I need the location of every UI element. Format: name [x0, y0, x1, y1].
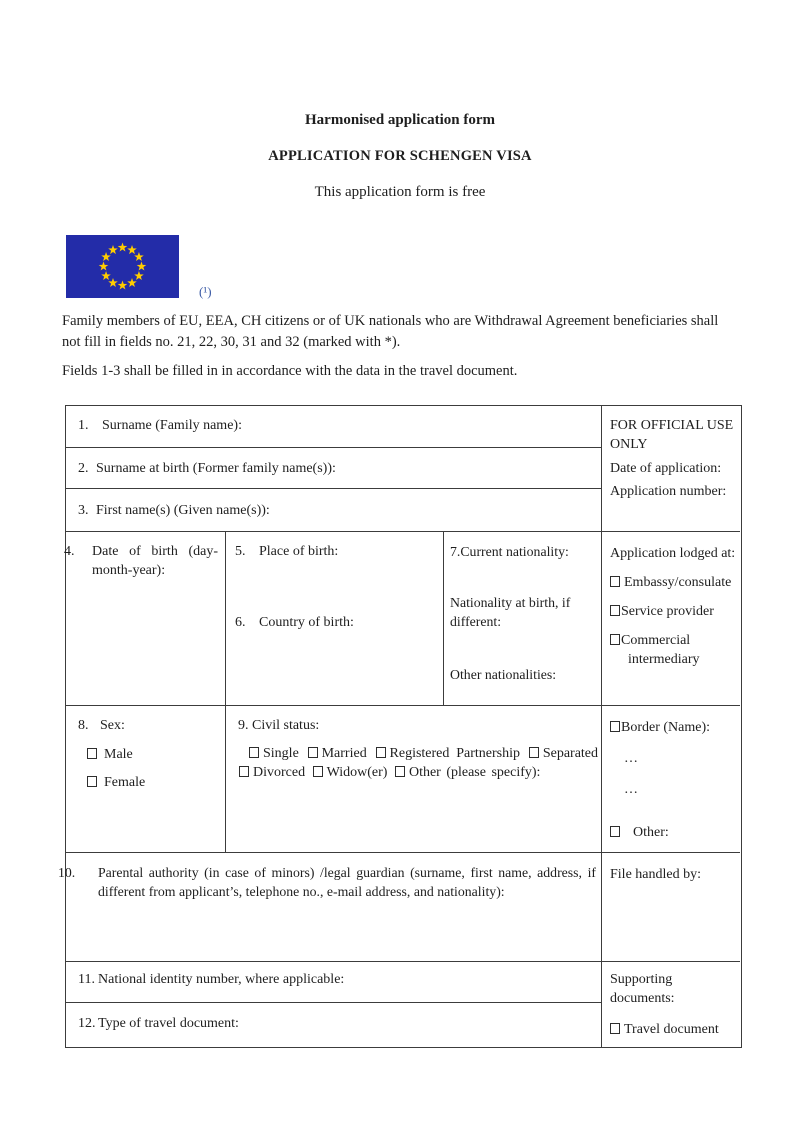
- document-header: [0, 0, 800, 201]
- field-6-number: 6.: [235, 615, 246, 630]
- date-of-application-label: Date of application:: [610, 461, 722, 476]
- field-11-row: [66, 962, 601, 1003]
- field-3-row: [66, 489, 601, 532]
- free-form-note: This application form is free: [314, 184, 486, 200]
- checkbox-icon: [610, 721, 620, 732]
- checkbox-icon: [529, 747, 539, 758]
- option-label: Registered Partnership: [389, 746, 520, 761]
- supporting-documents-block: [602, 962, 740, 1047]
- checkbox-icon: [610, 1023, 620, 1034]
- checkbox-registered-partnership[interactable]: [376, 746, 520, 761]
- checkbox-divorced[interactable]: [239, 765, 305, 780]
- application-form-table: [58, 405, 742, 1048]
- checkbox-widower[interactable]: [313, 765, 388, 780]
- official-use-block: [602, 406, 740, 532]
- field-1-row: [66, 406, 601, 448]
- field-9-number: 9.: [238, 718, 249, 733]
- fields-5-6-cell: [226, 532, 444, 705]
- checkbox-icon: [610, 634, 620, 645]
- dotted-placeholder: …: [624, 782, 638, 797]
- field-3-label: First name(s) (Given name(s)):: [96, 503, 270, 518]
- option-label: Border (Name):: [621, 720, 711, 735]
- field-4-label: Date of birth (day-month-year):: [92, 544, 218, 578]
- field-12-number: 12.: [78, 1016, 96, 1031]
- border-block: [602, 706, 740, 853]
- field-5-number: 5.: [235, 544, 246, 559]
- checkbox-female[interactable]: [87, 773, 225, 792]
- field-12-row: [66, 1003, 601, 1047]
- field-6-label: Country of birth:: [259, 615, 354, 630]
- checkbox-icon: [87, 748, 97, 759]
- checkbox-icon: [610, 826, 620, 837]
- field-8-number: 8.: [78, 718, 89, 733]
- field-11-label: National identity number, where applicable:: [98, 972, 345, 987]
- field-5-label: Place of birth:: [259, 544, 339, 559]
- field-8-label: Sex:: [100, 718, 125, 733]
- checkbox-icon: [249, 747, 259, 758]
- form-main-column: [58, 406, 601, 1047]
- field-11-number: 11.: [78, 972, 95, 987]
- official-use-title: FOR OFFICIAL USE ONLY: [610, 418, 734, 452]
- field-12-label: Type of travel document:: [98, 1016, 239, 1031]
- option-label: Service provider: [621, 604, 714, 619]
- civil-status-options: [239, 744, 601, 782]
- checkbox-married[interactable]: [308, 746, 367, 761]
- checkbox-icon: [395, 766, 405, 777]
- fields-4-7-row: [66, 532, 601, 706]
- checkbox-icon: [239, 766, 249, 777]
- field-10-number: 10.: [58, 865, 76, 880]
- option-label: Embassy/consulate: [624, 575, 732, 590]
- checkbox-icon: [308, 747, 318, 758]
- checkbox-border[interactable]: [610, 718, 736, 737]
- field-9-label: Civil status:: [252, 718, 320, 733]
- field-7-sub1-label: Nationality at birth, if different:: [450, 595, 571, 629]
- checkbox-single[interactable]: [249, 746, 299, 761]
- application-lodged-block: [602, 532, 740, 706]
- checkbox-icon: [610, 605, 620, 616]
- checkbox-icon: [610, 576, 620, 587]
- field-1-number: 1.: [78, 418, 89, 433]
- checkbox-separated[interactable]: [529, 746, 598, 761]
- field-9-cell: [226, 706, 601, 852]
- intro-paragraph-1: Family members of EU, EEA, CH citizens or of UK nationals who are Withdrawal Agreement beneficiaries shall not fill in fields no. 21, 22, 30, 31 and 32 (marked with *).: [62, 313, 719, 350]
- file-handled-by-label: File handled by:: [610, 867, 701, 882]
- option-label: Other (please specify):: [408, 765, 541, 780]
- page-subtitle: APPLICATION FOR SCHENGEN VISA: [268, 148, 532, 164]
- field-2-row: [66, 448, 601, 489]
- intro-paragraph-2: Fields 1-3 shall be filled in in accordance with the data in the travel document.: [62, 363, 518, 379]
- application-number-label: Application number:: [610, 484, 727, 499]
- field-7-number: 7.: [450, 544, 461, 559]
- intro-section: [62, 311, 740, 382]
- eu-flag-icon: [66, 235, 179, 298]
- supporting-documents-label: Supporting documents:: [610, 972, 675, 1006]
- field-3-number: 3.: [78, 503, 89, 518]
- checkbox-icon: [313, 766, 323, 777]
- option-label: Other:: [633, 825, 669, 840]
- field-2-number: 2.: [78, 461, 89, 476]
- option-label: Male: [104, 747, 133, 762]
- field-1-label: Surname (Family name):: [102, 418, 242, 433]
- field-4-cell: [66, 532, 226, 705]
- page-title: Harmonised application form: [305, 112, 495, 128]
- field-10-label: Parental authority (in case of minors) /legal guardian (surname, first name, address, if different from applicant’s, telephone no., e-mail address, and nationality):: [98, 865, 596, 899]
- option-label: Travel document: [624, 1022, 719, 1037]
- field-4-number: 4.: [64, 544, 75, 559]
- application-lodged-label: Application lodged at:: [610, 546, 736, 561]
- checkbox-service-provider[interactable]: [610, 602, 736, 621]
- field-2-label: Surname at birth (Former family name(s)):: [96, 461, 336, 476]
- option-label: Separated: [542, 746, 599, 761]
- checkbox-male[interactable]: [87, 745, 225, 764]
- checkbox-other-status[interactable]: [395, 765, 541, 780]
- field-7-label: Current nationality:: [460, 544, 569, 559]
- official-use-column: [601, 406, 740, 1047]
- option-label: Female: [104, 775, 146, 790]
- checkbox-other-lodged[interactable]: [610, 823, 736, 842]
- option-label: Divorced: [253, 765, 306, 780]
- footnote-1-link[interactable]: (¹): [199, 284, 212, 299]
- field-8-cell: [66, 706, 226, 852]
- option-label: Married: [321, 746, 367, 761]
- dotted-placeholder: …: [624, 751, 638, 766]
- checkbox-icon: [87, 776, 97, 787]
- option-label: Widow(er): [326, 765, 388, 780]
- flag-section: [66, 235, 800, 298]
- field-7-sub2-label: Other nationalities:: [450, 667, 557, 682]
- option-label: Commercial intermediary: [621, 633, 700, 667]
- file-handled-block: [602, 853, 740, 962]
- field-7-cell: [444, 532, 601, 705]
- checkbox-commercial-intermediary[interactable]: [610, 631, 736, 669]
- fields-8-9-row: [66, 706, 601, 853]
- field-10-row: [58, 853, 601, 962]
- checkbox-travel-document[interactable]: [610, 1020, 736, 1039]
- option-label: Single: [263, 746, 299, 761]
- checkbox-icon: [376, 747, 386, 758]
- checkbox-embassy-consulate[interactable]: [610, 573, 736, 592]
